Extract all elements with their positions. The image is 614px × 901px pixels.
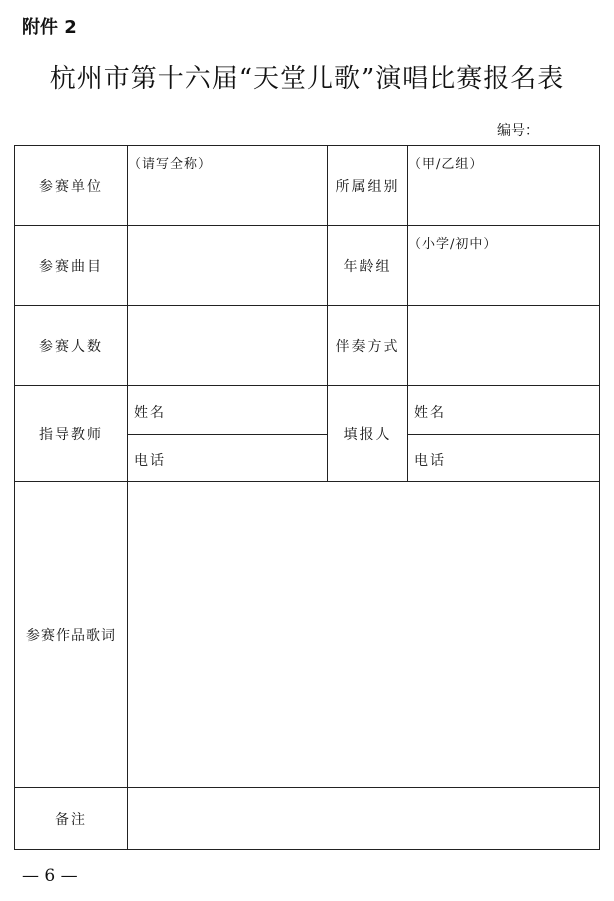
teacher-name-field[interactable] (175, 386, 327, 434)
unit-hint: （请写全称） (128, 157, 213, 172)
filler-phone-label: 电话 (414, 453, 446, 469)
teacher-phone-label: 电话 (134, 453, 166, 469)
filler-name-label: 姓名 (414, 405, 446, 421)
lyrics-label: 参赛作品歌词 (26, 627, 116, 644)
remarks-field[interactable] (128, 788, 599, 849)
group-label: 所属组别 (335, 178, 400, 195)
accompaniment-label: 伴奏方式 (335, 338, 400, 355)
song-field[interactable] (128, 226, 327, 305)
remarks-label: 备注 (55, 811, 87, 828)
participant-count-field[interactable] (128, 306, 327, 385)
unit-label: 参赛单位 (39, 178, 103, 195)
song-label: 参赛曲目 (39, 258, 103, 275)
attachment-label: 附件 2 (22, 17, 77, 38)
participant-count-label: 参赛人数 (39, 338, 103, 355)
page-number: — 6 — (22, 866, 78, 886)
serial-number-label: 编号： (497, 123, 539, 139)
filler-phone-field[interactable] (455, 435, 599, 481)
age-group-label: 年龄组 (343, 258, 392, 275)
registration-form-table (14, 145, 600, 850)
page-title: 杭州市第十六届“天堂儿歌”演唱比赛报名表 (49, 64, 565, 94)
teacher-name-label: 姓名 (134, 405, 166, 421)
filler-name-field[interactable] (455, 386, 599, 434)
age-group-hint: （小学/初中） (408, 237, 498, 252)
teacher-phone-field[interactable] (175, 435, 327, 481)
teacher-label: 指导教师 (39, 426, 103, 443)
lyrics-field[interactable] (128, 482, 599, 787)
filler-label: 填报人 (343, 426, 392, 443)
accompaniment-field[interactable] (408, 306, 599, 385)
group-hint: （甲/乙组） (408, 157, 484, 172)
